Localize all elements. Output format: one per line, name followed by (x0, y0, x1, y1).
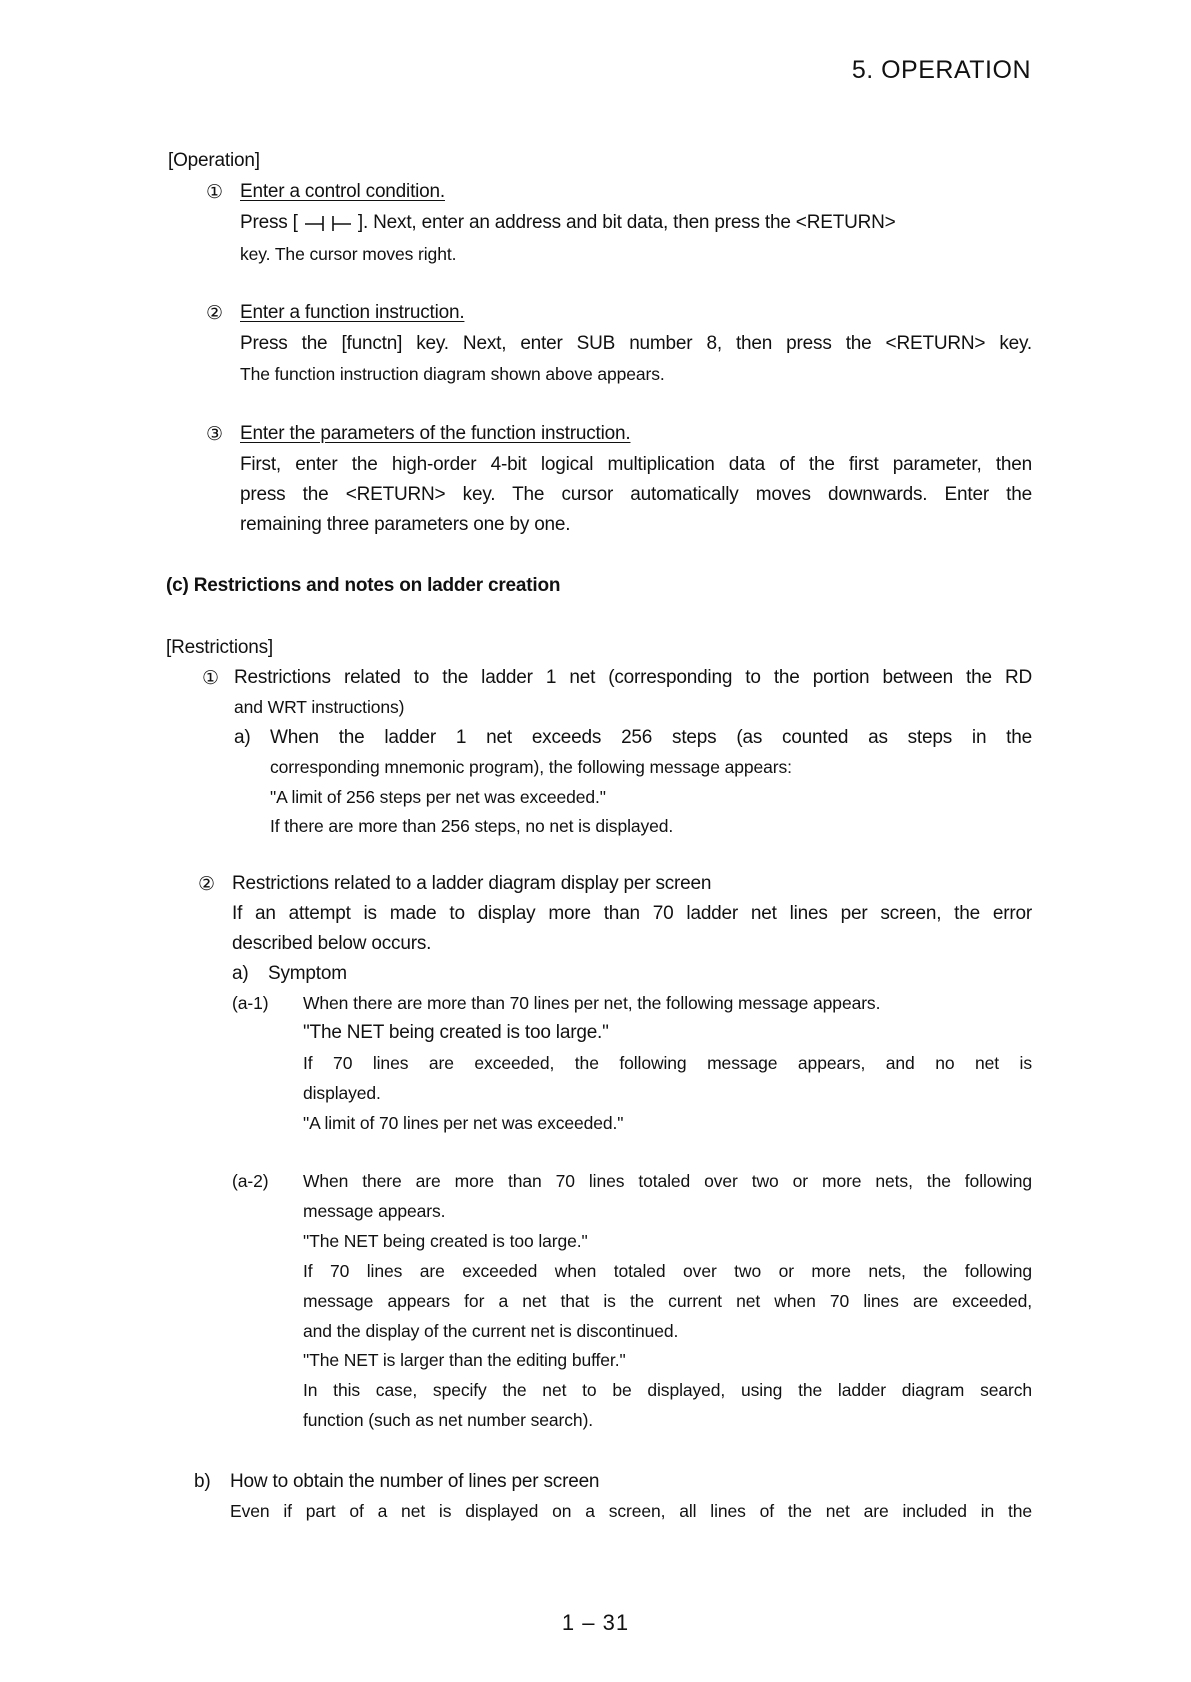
restriction-1-line-2: and WRT instructions) (234, 697, 405, 717)
step-marker-3: ③ (206, 424, 224, 445)
restriction-1-a-line-1: When the ladder 1 net exceeds 256 steps (as counted as steps in the (270, 727, 1032, 748)
a1-line-3: If 70 lines are exceeded, the following message appears, and no net is (303, 1053, 1032, 1073)
operation-label: [Operation] (168, 150, 260, 171)
restrictions-label: [Restrictions] (166, 637, 274, 658)
restriction-1-a-line-2: corresponding mnemonic program), the following message appears: (270, 757, 792, 777)
restriction-1-a-message: "A limit of 256 steps per net was exceeded." (270, 787, 606, 807)
step-heading-2: Enter a function instruction. (240, 302, 465, 323)
restriction-2-line-1: Restrictions related to a ladder diagram display per screen (232, 873, 712, 894)
a2-line-9: function (such as net number search). (303, 1410, 594, 1430)
step-heading-3: Enter the parameters of the function instruction. (240, 423, 631, 444)
step-1-line-2: key. The cursor moves right. (240, 244, 457, 264)
a1-marker: (a-1) (232, 993, 269, 1013)
a1-message-1: "The NET being created is too large." (303, 1022, 609, 1043)
a1-line-4: displayed. (303, 1083, 381, 1103)
a2-message-1: "The NET being created is too large." (303, 1231, 588, 1251)
restriction-2-line-3: described below occurs. (232, 933, 432, 954)
page-number: 1 – 31 (561, 1610, 630, 1635)
symptom-label: Symptom (268, 963, 347, 984)
chapter-header: 5. OPERATION (851, 56, 1031, 84)
step-1-line-1 (240, 212, 1032, 234)
step-3-line-2: press the <RETURN> key. The cursor automatically moves downwards. Enter the (240, 484, 1032, 505)
a2-line-2: message appears. (303, 1201, 446, 1221)
step-1-line-1-pre: Press [ (240, 212, 298, 233)
section-c-heading: (c) Restrictions and notes on ladder creation (166, 575, 561, 596)
symptom-marker: a) (232, 963, 249, 984)
restriction-2-line-2: If an attempt is made to display more than 70 ladder net lines per screen, the error (232, 903, 1032, 924)
step-2-line-1: Press the [functn] key. Next, enter SUB number 8, then press the <RETURN> key. (240, 333, 1032, 354)
restriction-marker-1: ① (202, 668, 220, 689)
item-b-marker: b) (194, 1471, 211, 1492)
step-heading-1: Enter a control condition. (240, 181, 445, 202)
step-1-line-1-post: ]. Next, enter an address and bit data, then press the <RETURN> (357, 212, 896, 233)
restriction-1-line-1: Restrictions related to the ladder 1 net (corresponding to the portion between the RD (234, 667, 1032, 688)
restriction-1-a-line-4: If there are more than 256 steps, no net is displayed. (270, 816, 674, 836)
a2-line-6: and the display of the current net is discontinued. (303, 1321, 679, 1341)
item-b-line-2: Even if part of a net is displayed on a screen, all lines of the net are included in the (230, 1501, 1032, 1521)
step-marker-1: ① (206, 182, 224, 203)
item-b-line-1: How to obtain the number of lines per screen (230, 1471, 600, 1492)
step-3-line-3: remaining three parameters one by one. (240, 514, 571, 535)
a2-line-5: message appears for a net that is the current net when 70 lines are exceeded, (303, 1291, 1032, 1311)
a1-message-2: "A limit of 70 lines per net was exceeded." (303, 1113, 624, 1133)
a2-line-4: If 70 lines are exceeded when totaled over two or more nets, the following (303, 1261, 1032, 1281)
a2-line-1: When there are more than 70 lines totaled over two or more nets, the following (303, 1171, 1032, 1191)
restriction-marker-2: ② (198, 874, 216, 895)
restriction-1-a-marker: a) (234, 727, 251, 748)
a2-line-8: In this case, specify the net to be displayed, using the ladder diagram search (303, 1380, 1032, 1400)
a1-line-1: When there are more than 70 lines per net, the following message appears. (303, 993, 881, 1013)
step-3-line-1: First, enter the high-order 4-bit logical multiplication data of the first parameter, then (240, 454, 1032, 475)
a-contact-icon (303, 214, 353, 232)
step-marker-2: ② (206, 303, 224, 324)
a2-marker: (a-2) (232, 1171, 269, 1191)
step-2-line-2: The function instruction diagram shown above appears. (240, 364, 665, 384)
a2-message-2: "The NET is larger than the editing buffer." (303, 1350, 626, 1370)
